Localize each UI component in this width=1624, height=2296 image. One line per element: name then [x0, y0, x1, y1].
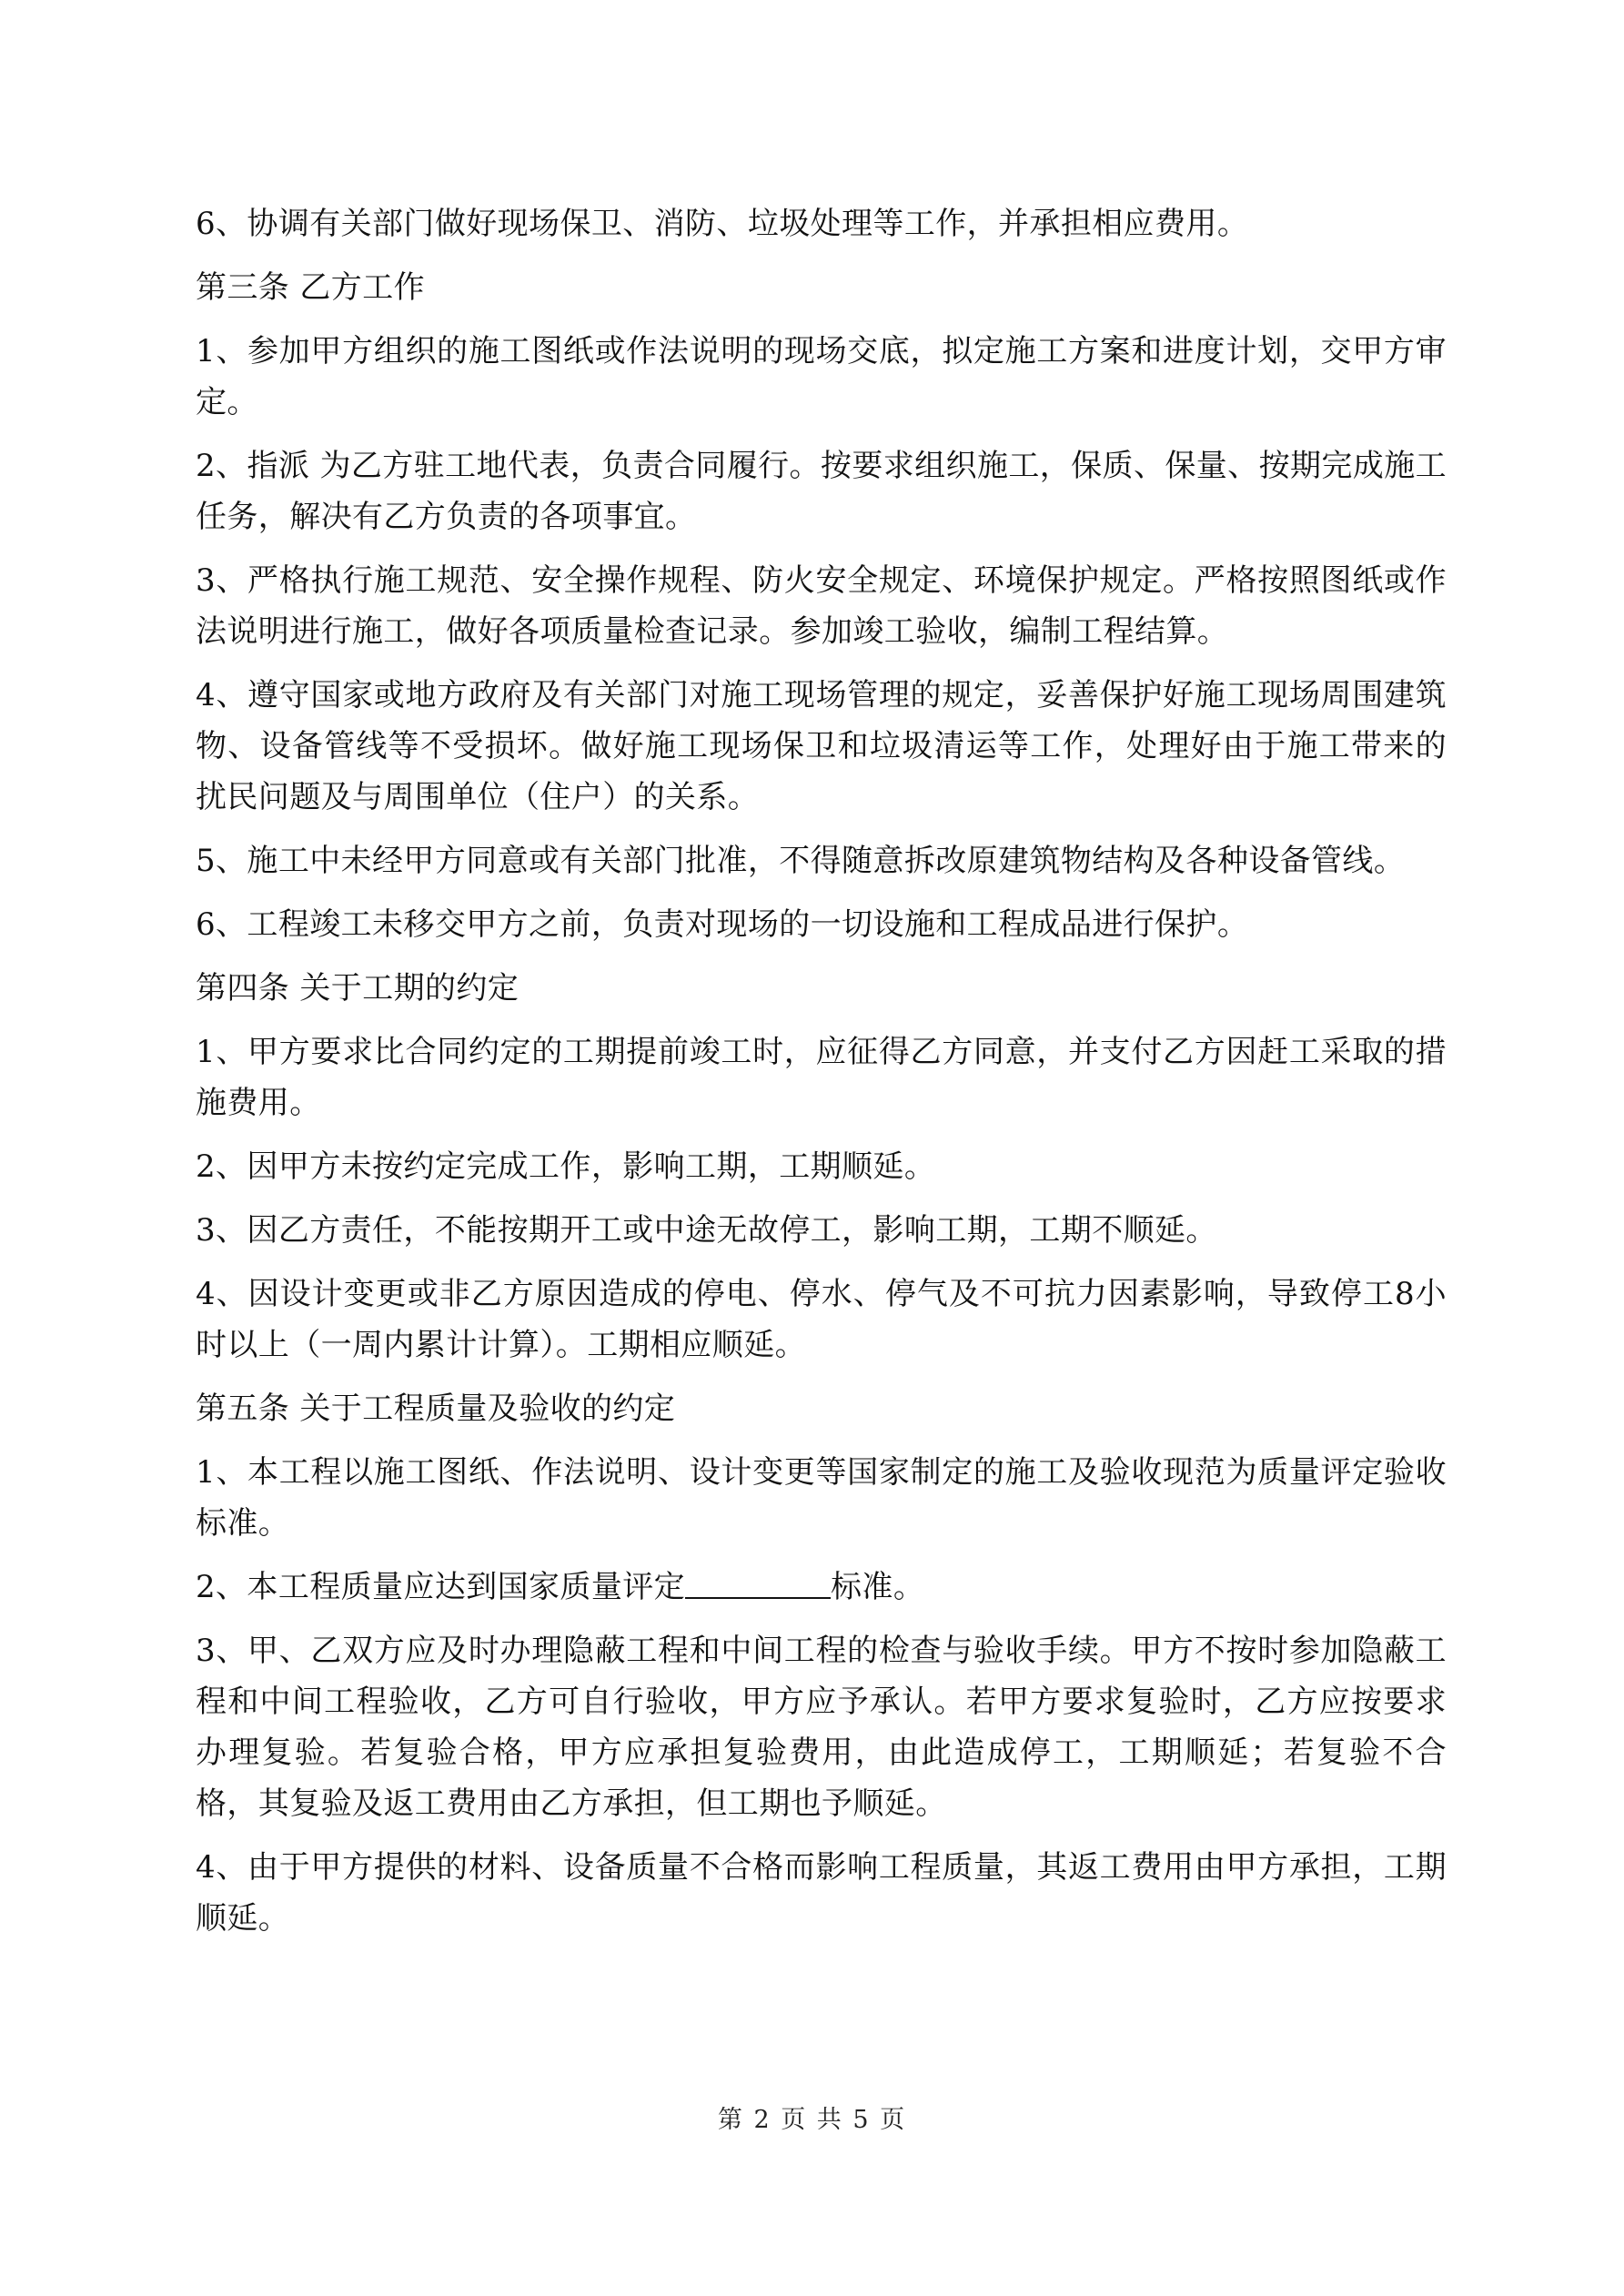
article-5-item-4: 4、由于甲方提供的材料、设备质量不合格而影响工程质量，其返工费用由甲方承担，工期顺延。: [196, 1849, 1447, 1937]
quality-standard-blank: [685, 1572, 831, 1599]
article-5-item-1: 1、本工程以施工图纸、作法说明、设计变更等国家制定的施工及验收现范为质量评定验收标准。: [196, 1454, 1447, 1542]
quality-clause-text: 2、本工程质量应达到国家质量评定: [196, 1569, 686, 1605]
article-3-item-4: 4、遵守国家或地方政府及有关部门对施工现场管理的规定，妥善保护好施工现场周围建筑物、设备管线等不受损坏。做好施工现场保卫和垃圾清运等工作，处理好由于施工带来的扰民问题及与周围单位（住户）的关系。: [196, 677, 1447, 815]
article-4-item-4: 4、因设计变更或非乙方原因造成的停电、停水、停气及不可抗力因素影响，导致停工8小时以上（一周内累计计算）。工期相应顺延。: [196, 1276, 1447, 1363]
article-5-heading: 第五条 关于工程质量及验收的约定: [196, 1391, 676, 1427]
article-3-item-1: 1、参加甲方组织的施工图纸或作法说明的现场交底，拟定施工方案和进度计划，交甲方审定。: [196, 333, 1447, 420]
article-3-item-3: 3、严格执行施工规范、安全操作规程、防火安全规定、环境保护规定。严格按照图纸或作法说明进行施工，做好各项质量检查记录。参加竣工验收，编制工程结算。: [196, 562, 1447, 650]
page-number-footer: 第 2 页 共 5 页: [717, 2106, 907, 2134]
document-body: [196, 198, 1447, 1957]
article-4-heading: 第四条 关于工期的约定: [196, 970, 519, 1006]
article-5-item-2: [196, 1562, 1447, 1613]
article-5-item-3: 3、甲、乙双方应及时办理隐蔽工程和中间工程的检查与验收手续。甲方不按时参加隐蔽工程和中间工程验收，乙方可自行验收，甲方应予承认。若甲方要求复验时，乙方应按要求办理复验。若复验合格，甲方应承担复验费用，由此造成停工，工期顺延；若复验不合格，其复验及返工费用由乙方承担，但工期也予顺延。: [196, 1633, 1447, 1822]
article-3-item-6: 6、工程竣工未移交甲方之前，负责对现场的一切设施和工程成品进行保护。: [196, 906, 1249, 943]
article-4-item-3: 3、因乙方责任，不能按期开工或中途无故停工，影响工期，工期不顺延。: [196, 1212, 1217, 1249]
article-3-item-2: 2、指派 为乙方驻工地代表，负责合同履行。按要求组织施工，保质、保量、按期完成施工任务，解决有乙方负责的各项事宜。: [196, 448, 1447, 535]
clause-3-6-party-a: 6、协调有关部门做好现场保卫、消防、垃圾处理等工作，并承担相应费用。: [196, 206, 1249, 242]
article-3-item-5: 5、施工中未经甲方同意或有关部门批准，不得随意拆改原建筑物结构及各种设备管线。: [196, 843, 1406, 879]
article-4-item-2: 2、因甲方未按约定完成工作，影响工期，工期顺延。: [196, 1148, 936, 1185]
article-3-heading: 第三条 乙方工作: [196, 269, 426, 306]
article-4-item-1: 1、甲方要求比合同约定的工期提前竣工时，应征得乙方同意，并支付乙方因赶工采取的措施费用。: [196, 1034, 1447, 1121]
quality-clause-suffix: 标准。: [831, 1569, 925, 1605]
